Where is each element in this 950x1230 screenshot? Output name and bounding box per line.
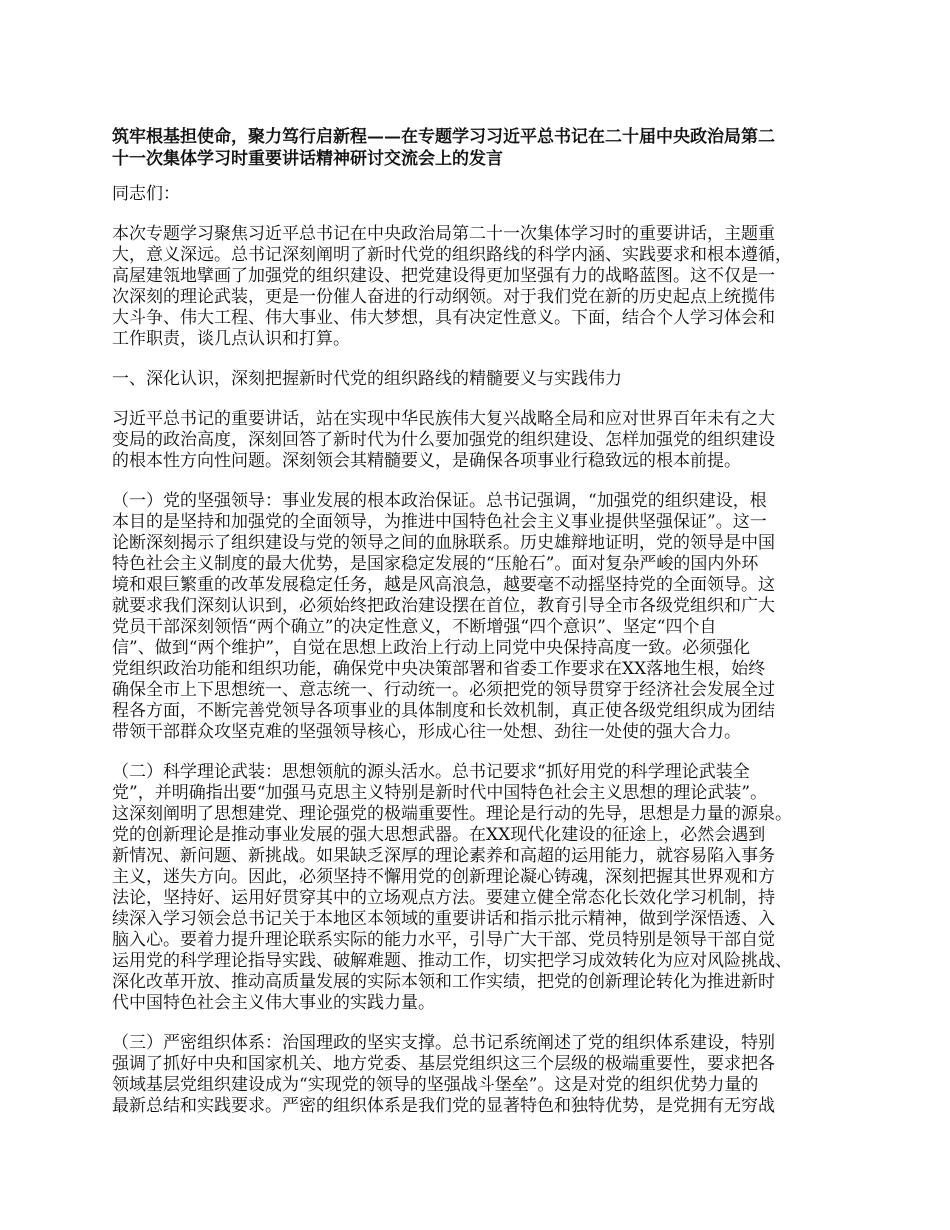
text-line: 境和艰巨繁重的改革发展稳定任务，越是风高浪急，越要毫不动摇坚持党的全面领导。这	[112, 575, 775, 595]
text-line: 高屋建瓴地擘画了加强党的组织建设、把党建设得更加坚强有力的战略蓝图。这不仅是一	[112, 266, 775, 286]
title-line: 筑牢根基担使命，聚力笃行启新程——在专题学习习近平总书记在二十届中央政治局第二	[112, 127, 775, 147]
text-line: 程各方面，不断完善党领导各项事业的具体制度和长效机制，真正使各级党组织成为团结	[112, 701, 775, 721]
text-line: 续深入学习领会总书记关于本地区本领域的重要讲话和指示批示精神，做到学深悟透、入	[112, 909, 775, 929]
text-line: 同志们：	[112, 184, 180, 204]
text-line: 的根本性方向性问题。深刻领会其精髓要义，是确保各项事业行稳致远的根本前提。	[112, 451, 741, 471]
text-line: 这深刻阐明了思想建党、理论强党的极端重要性。理论是行动的先导，思想是力量的源泉。	[112, 804, 792, 824]
text-line: （三）严密组织体系：治国理政的坚实支撑。总书记系统阐述了党的组织体系建设，特别	[112, 1033, 775, 1053]
text-line: 确保全市上下思想统一、意志统一、行动统一。必须把党的领导贯穿于经济社会发展全过	[112, 680, 775, 700]
text-line: 党”，并明确指出要“加强马克思主义特别是新时代中国特色社会主义思想的理论武装”。	[112, 783, 768, 803]
text-line: 信”、做到“两个维护”，自觉在思想上政治上行动上同党中央保持高度一致。必须强化	[112, 638, 751, 658]
text-line: （一）党的坚强领导：事业发展的根本政治保证。总书记强调，“加强党的组织建设，根	[112, 491, 767, 511]
text-line: 深化改革开放、推动高质量发展的实际本领和工作实绩，把党的创新理论转化为推进新时	[112, 972, 775, 992]
text-line: （二）科学理论武装：思想领航的源头活水。总书记要求“抓好用党的科学理论武装全	[112, 762, 750, 782]
text-line: 本目的是坚持和加强党的全面领导，为推进中国特色社会主义事业提供坚强保证”。这一	[112, 512, 767, 532]
subsection-3-paragraph	[112, 1033, 852, 1117]
subsection-1-paragraph	[112, 491, 852, 743]
text-line: 特色社会主义制度的最大优势，是国家稳定发展的“压舱石”。面对复杂严峻的国内外环	[112, 554, 759, 574]
text-line: 脑入心。要着力提升理论联系实际的能力水平，引导广大干部、党员特别是领导干部自觉	[112, 930, 775, 950]
title-line: 十一次集体学习时重要讲话精神研讨交流会上的发言	[112, 149, 503, 169]
text-line: 工作职责，谈几点认识和打算。	[112, 329, 350, 349]
text-line: 论断深刻揭示了组织建设与党的领导之间的血脉联系。历史雄辩地证明，党的领导是中国	[112, 533, 775, 553]
text-line: 次深刻的理论武装，更是一份催人奋进的行动纲领。对于我们党在新的历史起点上统揽伟	[112, 287, 775, 307]
document-title	[112, 126, 852, 170]
salutation	[112, 184, 852, 205]
intro-paragraph	[112, 224, 852, 350]
text-line: 带领干部群众攻坚克难的坚强领导核心，形成心往一处想、劲往一处使的强大合力。	[112, 722, 741, 742]
text-line: 党组织政治功能和组织功能，确保党中央决策部署和省委工作要求在XX落地生根，始终	[112, 659, 766, 679]
text-line: 习近平总书记的重要讲话，站在实现中华民族伟大复兴战略全局和应对世界百年未有之大	[112, 409, 775, 429]
text-line: 党员干部深刻领悟“两个确立”的决定性意义，不断增强“四个意识”、坚定“四个自	[112, 617, 717, 637]
text-line: 一、深化认识，深刻把握新时代党的组织路线的精髓要义与实践伟力	[112, 369, 622, 389]
text-line: 代中国特色社会主义伟大事业的实践力量。	[112, 993, 435, 1013]
text-line: 运用党的科学理论指导实践、破解难题、推动工作，切实把学习成效转化为应对风险挑战、	[112, 951, 792, 971]
text-line: 最新总结和实践要求。严密的组织体系是我们党的显著特色和独特优势，是党拥有无穷战	[112, 1096, 775, 1116]
text-line: 主义，迷失方向。因此，必须坚持不懈用党的创新理论凝心铸魂，深刻把握其世界观和方	[112, 867, 775, 887]
section-heading	[112, 369, 852, 390]
document-body	[112, 126, 852, 1136]
text-line: 大斗争、伟大工程、伟大事业、伟大梦想，具有决定性意义。下面，结合个人学习体会和	[112, 308, 775, 328]
text-line: 新情况、新问题、新挑战。如果缺乏深厚的理论素养和高超的运用能力，就容易陷入事务	[112, 846, 775, 866]
text-line: 强调了抓好中央和国家机关、地方党委、基层党组织这三个层级的极端重要性，要求把各	[112, 1054, 775, 1074]
text-line: 就要求我们深刻认识到，必须始终把政治建设摆在首位，教育引导全市各级党组织和广大	[112, 596, 775, 616]
subsection-2-paragraph	[112, 762, 852, 1014]
text-line: 法论，坚持好、运用好贯穿其中的立场观点方法。要建立健全常态化长效化学习机制，持	[112, 888, 775, 908]
section-intro-paragraph	[112, 409, 852, 472]
text-line: 变局的政治高度，深刻回答了新时代为什么要加强党的组织建设、怎样加强党的组织建设	[112, 430, 775, 450]
text-line: 本次专题学习聚焦习近平总书记在中央政治局第二十一次集体学习时的重要讲话，主题重	[112, 224, 775, 244]
text-line: 党的创新理论是推动事业发展的强大思想武器。在XX现代化建设的征途上，必然会遇到	[112, 825, 766, 845]
text-line: 大，意义深远。总书记深刻阐明了新时代党的组织路线的科学内涵、实践要求和根本遵循，	[112, 245, 792, 265]
text-line: 领域基层党组织建设成为“实现党的领导的坚强战斗堡垒”。这是对党的组织优势力量的	[112, 1075, 759, 1095]
